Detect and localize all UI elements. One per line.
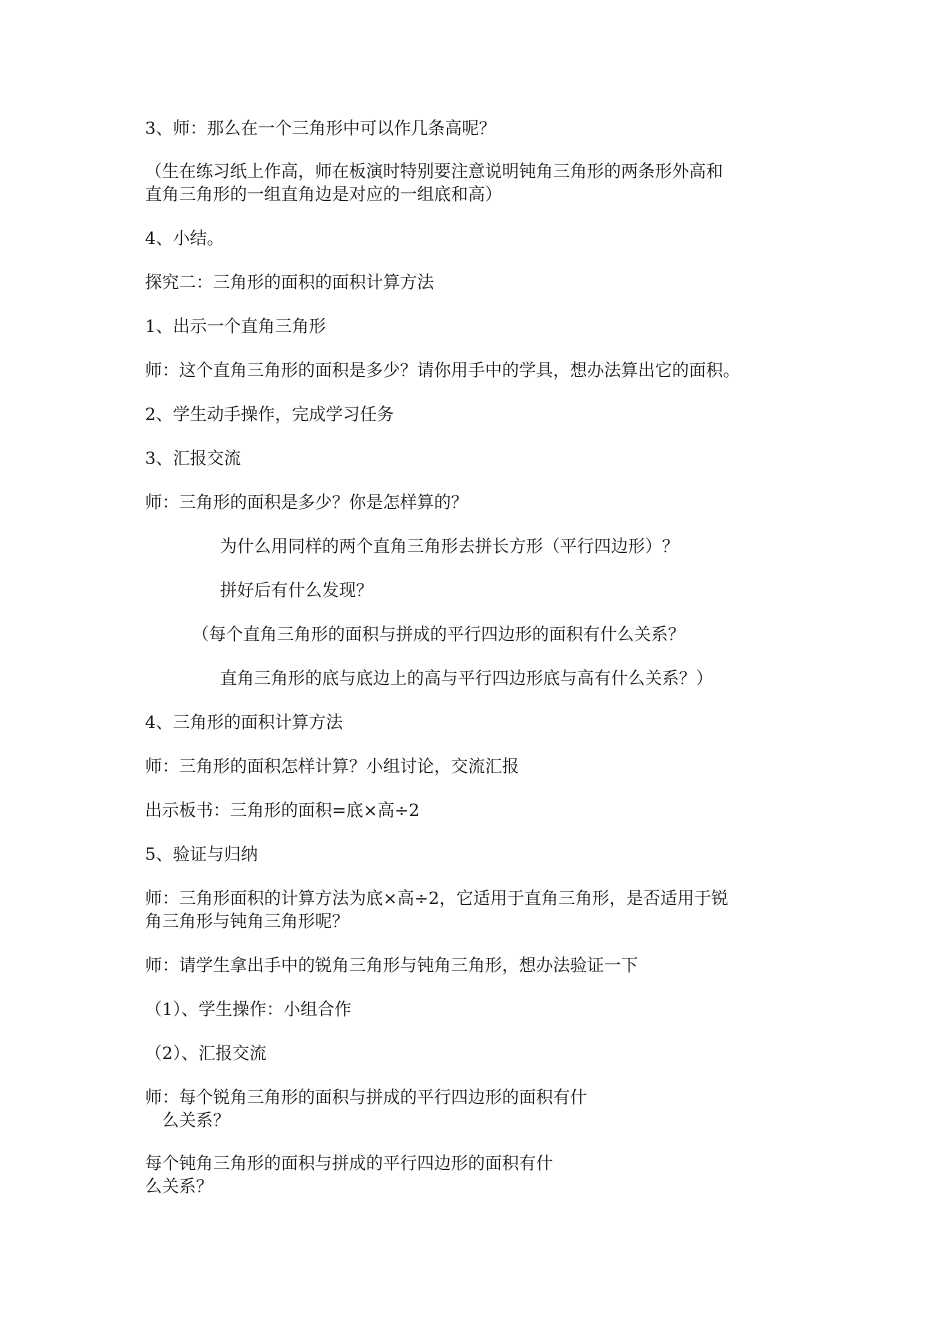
text-line: 角三角形与钝角三角形呢？ (145, 912, 349, 932)
text-line: 师：这个直角三角形的面积是多少？请你用手中的学具，想办法算出它的面积。 (145, 361, 740, 381)
text-line: 5、验证与归纳 (145, 845, 258, 865)
text-line: 1、出示一个直角三角形 (145, 317, 326, 337)
text-line: 师：请学生拿出手中的锐角三角形与钝角三角形，想办法验证一下 (145, 956, 638, 976)
text-line: 4、小结。 (145, 229, 224, 249)
text-line: 2、学生动手操作，完成学习任务 (145, 405, 394, 425)
text-line: （生在练习纸上作高，师在板演时特别要注意说明钝角三角形的两条形外高和 (145, 162, 723, 182)
text-line: 直角三角形的一组直角边是对应的一组底和高） (145, 185, 502, 205)
text-line: （2）、汇报交流 (145, 1044, 267, 1064)
text-line: 4、三角形的面积计算方法 (145, 713, 343, 733)
text-line: 拼好后有什么发现？ (220, 581, 373, 601)
text-line: （每个直角三角形的面积与拼成的平行四边形的面积有什么关系？ (192, 625, 685, 645)
text-line: 为什么用同样的两个直角三角形去拼长方形（平行四边形）？ (220, 537, 679, 557)
text-line: 3、汇报交流 (145, 449, 241, 469)
formula-line: 出示板书：三角形的面积=底×高÷2 (145, 801, 420, 821)
text-line: 么关系？ (162, 1111, 230, 1131)
text-line: 师：三角形的面积是多少？你是怎样算的？ (145, 493, 468, 513)
text-line: 直角三角形的底与底边上的高与平行四边形底与高有什么关系？） (220, 669, 713, 689)
text-line: 3、师：那么在一个三角形中可以作几条高呢？ (145, 119, 496, 139)
text-line: （1）、学生操作：小组合作 (145, 1000, 352, 1020)
text-line: 师：每个锐角三角形的面积与拼成的平行四边形的面积有什 (145, 1088, 587, 1108)
text-line: 么关系？ (145, 1177, 213, 1197)
section-heading: 探究二：三角形的面积的面积计算方法 (145, 273, 434, 293)
text-line: 师：三角形面积的计算方法为底×高÷2，它适用于直角三角形，是否适用于锐 (145, 889, 729, 909)
text-line: 每个钝角三角形的面积与拼成的平行四边形的面积有什 (145, 1154, 553, 1174)
text-line: 师：三角形的面积怎样计算？小组讨论，交流汇报 (145, 757, 519, 777)
